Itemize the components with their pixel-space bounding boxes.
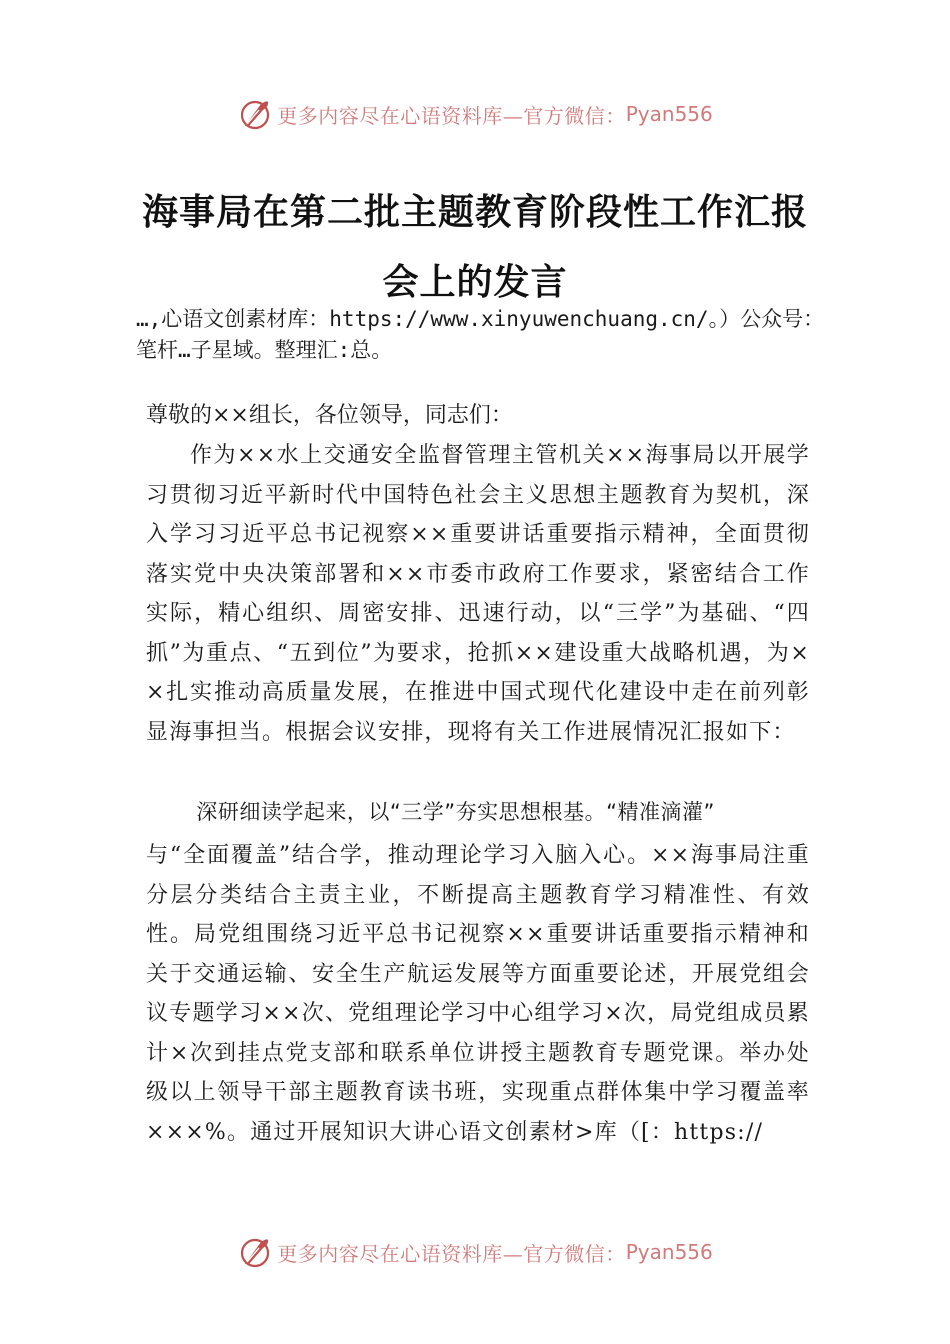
quill-pen-logo-icon <box>237 1234 273 1270</box>
header-wechat-id: Pyan556 <box>625 102 713 126</box>
section-subheading: 深研细读学起来，以“三学”夯实思想根基。“精准滴灌” <box>196 800 715 824</box>
salutation: 尊敬的××组长，各位领导，同志们： <box>146 403 513 428</box>
body-paragraph-2: 与“全面覆盖”结合学，推动理论学习入脑入心。××海事局注重分层分类结合主责主业，不断提高主题教育学习精准性、有效性。局党组围绕习近平总书记视察××重要讲话重要指示精神和关于交通运输、安全生产航运发展等方面重要论述，开展党组会议专题学习××次、党组理论学习中心组学习×次，局党组成员累计×次到挂点党支部和联系单位讲授主题教育专题党课。举办处级以上领导干部主题教育读书班，实现重点群体集中学习覆盖率×××%。通过开展知识大讲心语文创素材>库（[：https:// <box>146 843 810 1145</box>
footer-wechat-id: Pyan556 <box>625 1240 713 1264</box>
header-banner-content <box>237 96 713 132</box>
document-title-line-1: 海事局在第二批主题教育阶段性工作汇报 <box>141 191 808 233</box>
header-banner-text: 更多内容尽在心语资料库—官方微信： <box>277 103 626 128</box>
source-note: …,心语文创素材库：https://www.xinyuwenchuang.cn/。）公众号：笔杆…子星域。整理汇:总。 <box>136 307 825 362</box>
footer-banner-content <box>237 1234 713 1270</box>
quill-pen-logo-icon <box>237 96 273 132</box>
footer-banner-text: 更多内容尽在心语资料库—官方微信： <box>277 1241 626 1266</box>
document-title-line-2: 会上的发言 <box>382 261 568 303</box>
header-banner <box>0 94 950 134</box>
footer-banner <box>0 1232 950 1272</box>
body-paragraph-1: 作为××水上交通安全监督管理主管机关××海事局以开展学习贯彻习近平新时代中国特色社会主义思想主题教育为契机，深入学习习近平总书记视察××重要讲话重要指示精神，全面贯彻落实党中央决策部署和××市委市政府工作要求，紧密结合工作实际，精心组织、周密安排、迅速行动，以“三学”为基础、“四抓”为重点、“五到位”为要求，抢抓××建设重大战略机遇，为××扎实推动高质量发展，在推进中国式现代化建设中走在前列彰显海事担当。根据会议安排，现将有关工作进展情况汇报如下： <box>146 443 810 745</box>
